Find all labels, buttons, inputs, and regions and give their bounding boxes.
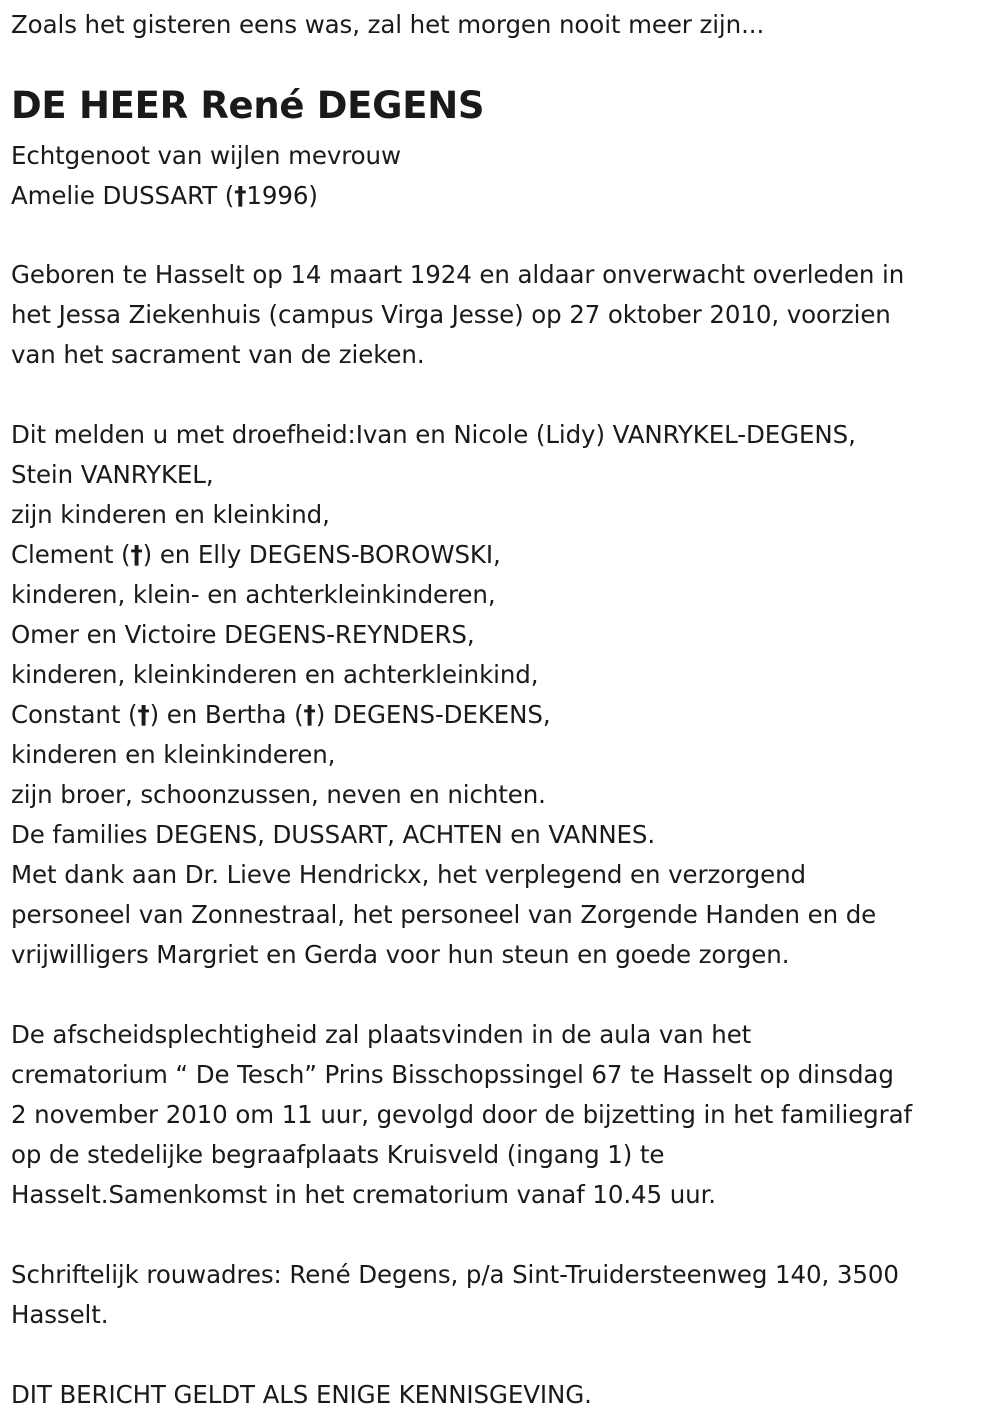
ceremony-line: Hasselt.Samenkomst in het crematorium vanaf 10.45 uur. [11, 1180, 716, 1209]
notice-text: DIT BERICHT GELDT ALS ENIGE KENNISGEVING. [11, 1380, 592, 1409]
clement-text-a: Clement ( [11, 540, 131, 569]
family-line: Dit melden u met droefheid:Ivan en Nicole (Lidy) VANRYKEL-DEGENS, [11, 420, 856, 449]
birth-death-block [11, 255, 904, 375]
constant-text-a: Constant ( [11, 700, 138, 729]
family-line: kinderen, kleinkinderen en achterkleinkind, [11, 660, 539, 689]
family-line: kinderen en kleinkinderen, [11, 740, 336, 769]
constant-text-c: ) DEGENS-DEKENS, [315, 700, 551, 729]
ceremony-line: 2 november 2010 om 11 uur, gevolgd door de bijzetting in het familiegraf [11, 1100, 913, 1129]
family-line: zijn kinderen en kleinkind, [11, 500, 330, 529]
family-line: Omer en Victoire DEGENS-REYNDERS, [11, 620, 475, 649]
spouse-name-prefix: Amelie DUSSART ( [11, 181, 235, 210]
spouse-line-2 [11, 176, 401, 216]
address-line: Hasselt. [11, 1300, 109, 1329]
constant-text-b: ) en Bertha ( [149, 700, 304, 729]
family-line-constant [11, 695, 876, 735]
cross-icon: † [303, 700, 316, 729]
cross-icon: † [130, 540, 143, 569]
family-line: Met dank aan Dr. Lieve Hendrickx, het verplegend en verzorgend [11, 860, 806, 889]
family-line: zijn broer, schoonzussen, neven en nichten. [11, 780, 546, 809]
spouse-name-suffix: 1996) [246, 181, 318, 210]
ceremony-block [11, 1015, 912, 1215]
clement-text-b: ) en Elly DEGENS-BOROWSKI, [142, 540, 501, 569]
deceased-name: DE HEER René DEGENS [11, 84, 485, 127]
cross-icon: † [137, 700, 150, 729]
address-line: Schriftelijk rouwadres: René Degens, p/a Sint-Truidersteenweg 140, 3500 [11, 1260, 899, 1289]
family-line: Stein VANRYKEL, [11, 460, 214, 489]
notice-block [11, 1375, 592, 1415]
ceremony-line: crematorium “ De Tesch” Prins Bisschopssingel 67 te Hasselt op dinsdag [11, 1060, 894, 1089]
spouse-line-1: Echtgenoot van wijlen mevrouw [11, 141, 401, 170]
motto-text: Zoals het gisteren eens was, zal het morgen nooit meer zijn... [11, 10, 765, 39]
family-line: kinderen, klein- en achterkleinkinderen, [11, 580, 496, 609]
spouse-block [11, 136, 401, 216]
birth-death-line: het Jessa Ziekenhuis (campus Virga Jesse) op 27 oktober 2010, voorzien [11, 300, 891, 329]
address-block [11, 1255, 899, 1335]
birth-death-line: Geboren te Hasselt op 14 maart 1924 en aldaar onverwacht overleden in [11, 260, 905, 289]
birth-death-line: van het sacrament van de zieken. [11, 340, 425, 369]
ceremony-line: op de stedelijke begraafplaats Kruisveld (ingang 1) te [11, 1140, 665, 1169]
cross-icon: † [234, 181, 247, 210]
family-line-clement [11, 535, 876, 575]
family-block [11, 415, 876, 975]
family-line: vrijwilligers Margriet en Gerda voor hun steun en goede zorgen. [11, 940, 790, 969]
family-line: De families DEGENS, DUSSART, ACHTEN en VANNES. [11, 820, 656, 849]
family-line: personeel van Zonnestraal, het personeel van Zorgende Handen en de [11, 900, 877, 929]
ceremony-line: De afscheidsplechtigheid zal plaatsvinden in de aula van het [11, 1020, 752, 1049]
